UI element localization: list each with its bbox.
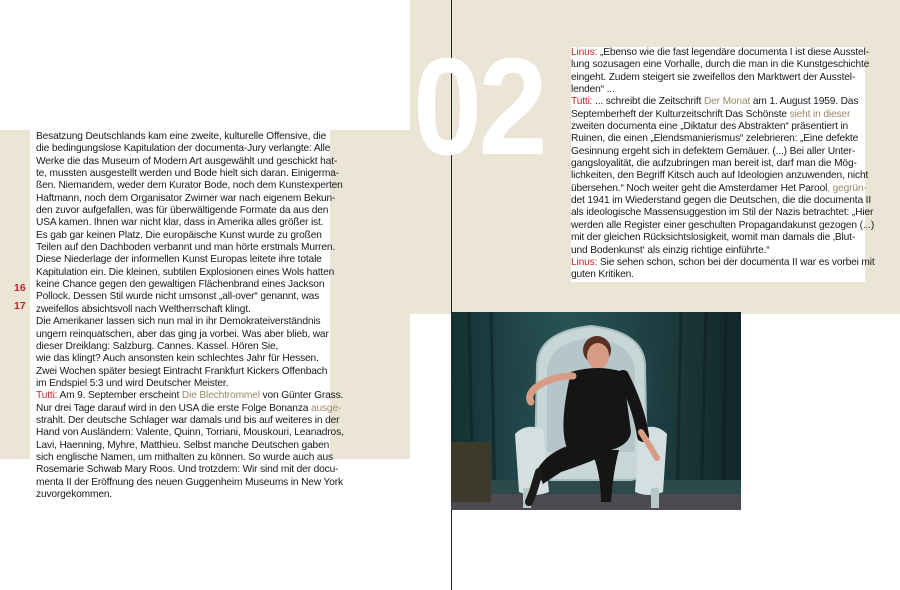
text-segment: übersehen.“ Noch weiter geht die Amsterdamer <box>571 182 781 194</box>
text-segment: „Ebenso wie die fast legendäre documenta I ist diese Ausstel- <box>597 47 869 58</box>
left-column-line <box>36 205 330 217</box>
left-page-top-margin <box>0 0 410 130</box>
text-segment: von Günter Grass. <box>259 390 344 402</box>
text-segment: guten Kritiken. <box>571 269 634 281</box>
left-column-line <box>36 155 338 168</box>
left-column-line <box>36 402 342 415</box>
speaker-label: Tutti: <box>571 96 593 108</box>
text-segment: Nur drei Tage darauf wird in den USA die erste Folge <box>36 402 270 414</box>
left-column-text <box>36 131 344 501</box>
text-segment: Ruinen, die einen „Elendsmanierismus“ zelebrieren: „Eine defekte <box>571 133 859 145</box>
text-segment: Pollock. Dessen Stil wurde nicht umsonst „all-over“ genannt, was <box>36 291 320 303</box>
text-segment: Septemberheft der Kulturzeitschrift <box>571 108 726 120</box>
text-segment: die bedingungslose Kapitulation der documenta-Jury verlangte: Alle <box>36 143 331 155</box>
chapter-number: 02 <box>413 30 544 184</box>
text-segment: Das Schönste <box>725 108 787 120</box>
text-segment: den zuvor aufgefallen, was für überwältigende Formate da aus den <box>36 205 329 217</box>
text-segment: strahlt. Der deutsche Schlager war damals und bis auf weiteres in der <box>36 414 340 426</box>
left-column-line <box>36 427 344 439</box>
text-segment: te, mussten ausgestellt werden und Bode hielt sich daran. Einigerma- <box>36 168 339 180</box>
left-column-line <box>36 489 330 501</box>
title-mention: Die Blechtrommel <box>181 390 260 402</box>
right-column-text <box>571 47 875 282</box>
text-segment: Besatzung Deutschlands kam eine zweite, kulturelle Offensive, die <box>36 131 327 142</box>
left-column-line <box>36 353 330 365</box>
text-segment: lung sozusagen eine Vorhalle, durch die man in die Kunstgeschichte <box>571 59 870 71</box>
text-segment: Gesinnung ergeht sich in defektem Gemäuer. (...) Bei aller Unter- <box>571 145 856 157</box>
text-segment: am 1. August 1959. Das <box>750 96 859 108</box>
text-segment: mit der gleichen Rücksichtslosigkeit, womit man damals die ‚Blut- <box>571 232 856 244</box>
photo-woman-in-armchair <box>451 312 741 510</box>
right-column-line <box>571 84 865 96</box>
text-segment: Kapitulation ein. Die kleinen, subtilen Explosionen eines Wols hatten <box>36 266 335 278</box>
left-column-line <box>36 180 343 192</box>
beige-band-left <box>330 130 410 459</box>
right-column-line <box>571 158 865 170</box>
right-column-line <box>571 207 874 219</box>
text-segment: Sie sehen schon, schon bei der documenta II war es vorbei mit <box>597 256 875 268</box>
left-column-line <box>36 168 339 180</box>
photo-illustration <box>451 312 741 510</box>
left-column-line <box>36 451 333 464</box>
text-segment: Die Amerikaner lassen sich nun mal in ihr Demokrateiverständnis <box>36 316 321 328</box>
left-column-line <box>36 366 330 378</box>
text-segment: gangsloyalität, die aufzubringen man bereit ist, darf man die Mög- <box>571 158 857 170</box>
text-segment: menta II der Eröffnung des neuen Guggenheim Museums in New York <box>36 476 343 488</box>
left-column-line <box>36 143 330 155</box>
right-column-line <box>571 219 875 232</box>
text-segment: Zwei Wochen später besiegt Eintracht Frankfurt Kickers Offenbach <box>36 365 328 377</box>
left-column-line <box>36 414 340 427</box>
left-column-line <box>36 378 330 390</box>
title-mention: ausge- <box>308 402 342 414</box>
text-segment: Werke die das Museum of Modern Art ausgewählt und geschickt hat- <box>36 155 338 167</box>
text-segment: Bonanza <box>269 402 309 414</box>
text-segment: lenden“ ... <box>571 84 615 96</box>
text-segment: Es gab gar keinen Platz. Die europäische Kunst wurde zu großen <box>36 229 322 241</box>
text-segment: dieser Dreiklang: Salzburg. Cannes. Kassel. Hören Sie, <box>36 340 279 352</box>
text-segment: zweiten documenta eine „Diktatur des Abstrakten“ präsentiert in <box>571 121 849 133</box>
right-column-line <box>571 269 865 281</box>
left-column-line <box>36 192 336 205</box>
left-column-line <box>36 254 330 266</box>
text-segment: lichkeiten, den Begriff Kitsch auch auf Ideologien anzuwenden, nicht <box>571 170 869 182</box>
right-column-line <box>571 133 865 145</box>
right-column-line <box>571 256 875 269</box>
right-column-line <box>571 195 872 207</box>
left-column-line <box>36 279 330 291</box>
text-segment: det 1941 im Wiederstand gegen die Deutschen, die die documenta II <box>571 195 872 207</box>
text-segment: Am 9. September erscheint <box>57 390 182 402</box>
text-segment: Rosemarie Schwab Mary Roos. Und trotzdem: Wir sind mit der docu- <box>36 464 339 476</box>
left-column-line <box>36 476 343 489</box>
text-segment: Het Parool <box>780 182 828 194</box>
text-segment: als ideologische Massensuggestion im Stil der Nazis betrachtet: „Hier <box>571 207 874 219</box>
right-column-line <box>571 72 865 84</box>
text-segment: zweifellos absichtsvoll nach Weltherrschaft klingt. <box>36 303 251 315</box>
right-column-line <box>571 47 869 59</box>
left-column-line <box>36 217 330 229</box>
left-column-line <box>36 242 336 254</box>
left-column-line <box>36 131 330 143</box>
right-column-line <box>571 232 865 244</box>
left-column-line <box>36 304 330 316</box>
right-column-line <box>571 146 865 158</box>
title-mention: Der Monat <box>703 96 751 108</box>
text-segment: USA kamen. Ihnen war nicht klar, dass in Amerika alles größer ist. <box>36 217 324 229</box>
right-column-line <box>571 96 865 108</box>
text-segment: Diese Niederlage der informellen Kunst Europas leitete ihre totale <box>36 254 322 266</box>
right-column-line <box>571 183 865 195</box>
text-segment: wie das klingt? Auch ansonsten kein schlechtes Jahr für Hessen. <box>36 353 319 365</box>
left-column-line <box>36 291 330 303</box>
text-segment: Teilen auf den Dachboden verbannt und man hörte erstmals Murren. <box>36 242 336 254</box>
text-segment: ungern reinquatschen, aber das ging ja vorbei. Was aber blieb, war <box>36 328 329 340</box>
folio-left: 16 <box>14 282 26 294</box>
speaker-label: Tutti: <box>36 390 58 402</box>
text-segment: ... schreibt die Zeitschrift <box>592 96 704 108</box>
right-column-line <box>571 245 865 257</box>
right-column-line <box>571 170 869 182</box>
text-segment: Haftmann, noch dem Organisator Zwirner war nach eigenem Bekun- <box>36 192 336 204</box>
left-column-line <box>36 440 330 452</box>
text-segment: Hand von Ausländern: Valente, Quinn, Torriani, Mouskouri, Leanadros, <box>36 427 344 439</box>
text-segment: und Bodenkunst‘ als einzig richtige einführte.“ <box>571 244 770 256</box>
text-segment: im Endspiel 5:3 und wird Deutscher Meister. <box>36 377 229 389</box>
text-segment: werden alle Register einer geschulten Propagandakunst gezogen (...) <box>571 219 875 231</box>
right-column-line <box>571 109 865 121</box>
text-segment: ßen. Niemandem, weder dem Kurator Bode, noch dem Kunstexperten <box>36 180 343 192</box>
speaker-label: Linus: <box>571 47 598 58</box>
left-column-line <box>36 390 344 402</box>
left-column-line <box>36 316 330 328</box>
left-column-line <box>36 266 335 279</box>
title-mention: , gegrün- <box>827 182 867 194</box>
left-column-line <box>36 230 330 242</box>
folio-right: 17 <box>14 300 26 312</box>
right-column-line <box>571 59 870 71</box>
text-segment: eingeht. Zudem steigert sie zweifellos den Marktwert der Ausstel- <box>571 71 856 83</box>
left-column-line <box>36 464 339 476</box>
left-column-line <box>36 341 330 353</box>
text-segment: zuvorgekommen. <box>36 488 113 500</box>
right-column-line <box>571 121 865 133</box>
left-column-line <box>36 329 330 341</box>
speaker-label: Linus: <box>571 256 598 268</box>
text-segment: Lavi, Haenning, Myhre, Matthieu. Selbst manche Deutschen gaben <box>36 439 330 451</box>
text-segment: keine Chance gegen den gewaltigen Flächenbrand eines Jackson <box>36 279 325 291</box>
text-segment: sich englische Namen, um mithalten zu können. So wurde auch aus <box>36 451 333 463</box>
title-mention: sieht in dieser <box>786 108 851 120</box>
